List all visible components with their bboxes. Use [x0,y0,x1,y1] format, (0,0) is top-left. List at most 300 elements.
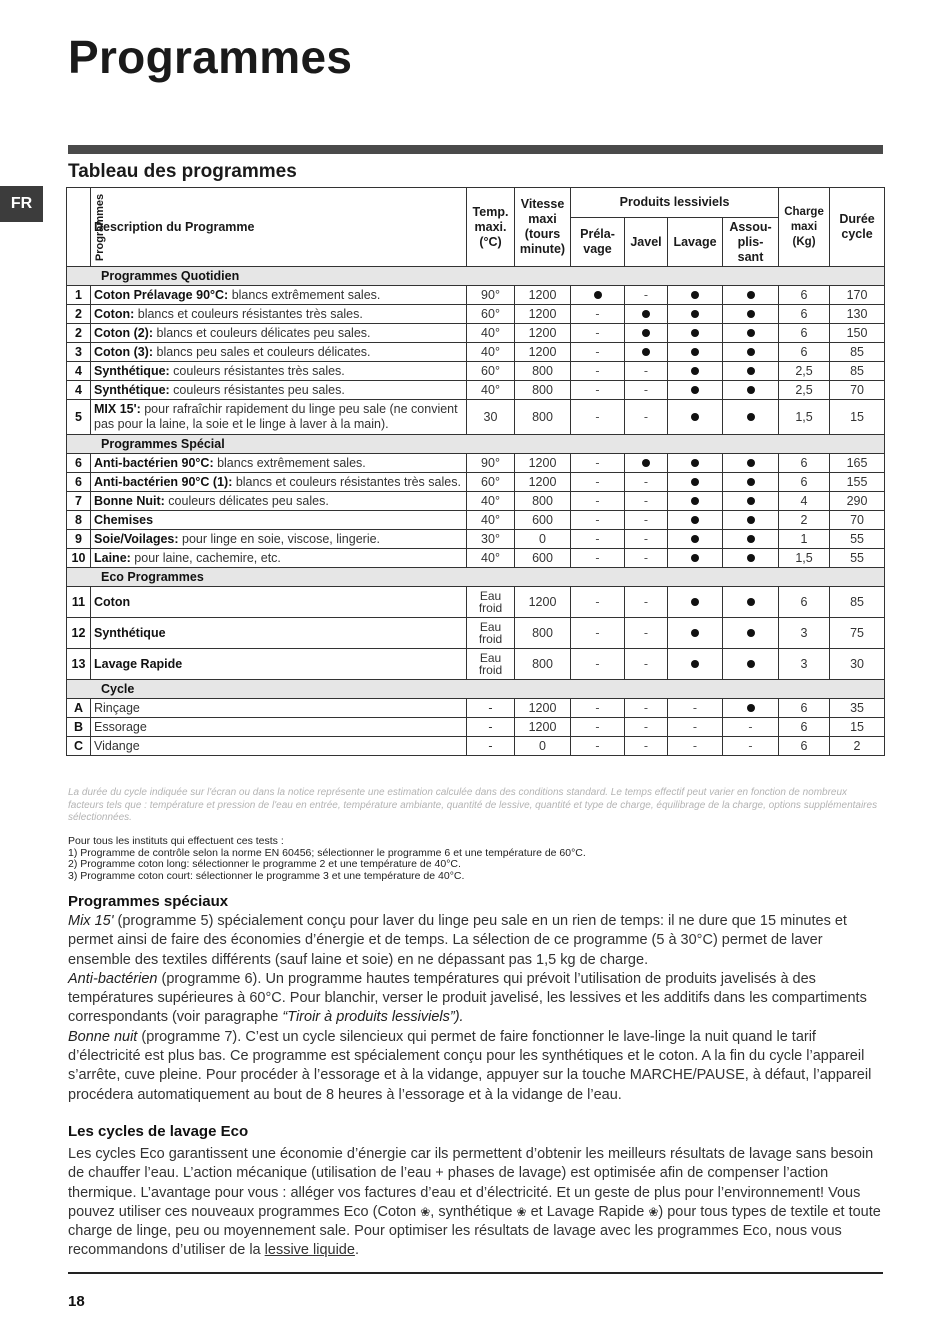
speed-cell: 1200 [515,324,571,343]
dash-mark: - [643,288,649,302]
speed-cell: 1200 [515,699,571,718]
header-speed: Vitesse maxi (tours minute) [515,188,571,267]
product-cell [571,473,625,492]
temp-cell: 40° [467,381,515,400]
program-name: Anti-bactérien 90°C: [94,455,214,470]
header-description: Description du Programme [91,188,467,267]
speed-cell: 600 [515,549,571,568]
dash-mark: - [643,475,649,489]
product-cell [668,737,723,756]
program-number: 11 [67,587,91,618]
table-row [67,286,885,305]
program-number: B [67,718,91,737]
dash-mark: - [595,720,600,734]
product-cell [625,618,668,649]
bullet-icon [691,291,699,299]
speed-cell: 1200 [515,343,571,362]
program-name: Coton (3): [94,344,154,359]
product-cell [571,324,625,343]
charge-cell: 6 [779,286,830,305]
bullet-icon [747,516,755,524]
product-cell [668,473,723,492]
program-number: 6 [67,454,91,473]
program-number: 6 [67,473,91,492]
program-detail: blancs extrêmement sales. [228,287,381,302]
header-programmes: Programmes [67,188,91,267]
dash-mark: - [643,720,649,734]
product-cell [625,362,668,381]
program-number: 1 [67,286,91,305]
header-temp: Temp. maxi. (°C) [467,188,515,267]
eco-text: . [354,1242,359,1259]
dash-mark: - [748,720,753,734]
dash-mark: - [595,345,600,359]
header-charge: Charge maxi (Kg) [779,188,830,267]
temp-cell: 90° [467,454,515,473]
program-description [91,737,467,756]
temp-cell: 40° [467,343,515,362]
table-row [67,362,885,381]
product-cell [668,511,723,530]
product-cell [668,381,723,400]
temp-cell: 60° [467,473,515,492]
bullet-icon [747,348,755,356]
product-cell [668,587,723,618]
program-number: 2 [67,324,91,343]
header-duree: Durée cycle [830,188,885,267]
program-description [91,618,467,649]
program-description [91,649,467,680]
program-detail: blancs et couleurs résistantes très sales. [134,306,363,321]
product-cell [723,530,779,549]
charge-cell: 6 [779,587,830,618]
product-cell [625,473,668,492]
eco-text: , synthétique [430,1203,517,1220]
bullet-icon [747,478,755,486]
header-lavage: Lavage [668,218,723,267]
program-description [91,400,467,435]
charge-cell: 2,5 [779,381,830,400]
dash-mark: - [595,456,600,470]
product-cell [723,511,779,530]
speed-cell: 1200 [515,454,571,473]
product-cell [723,649,779,680]
bullet-icon [691,329,699,337]
dash-mark: - [643,383,649,397]
product-cell [625,737,668,756]
product-cell [625,305,668,324]
eco-text: et Lavage Rapide [526,1203,649,1220]
product-cell [625,454,668,473]
dash-mark: - [595,551,600,565]
dash-mark: - [595,410,600,424]
dash-mark: - [643,513,649,527]
program-detail: blancs et couleurs délicates peu sales. [153,325,371,340]
dash-mark: - [595,739,600,753]
table-row [67,343,885,362]
dash-mark: - [595,475,600,489]
program-description [91,530,467,549]
bullet-icon [691,497,699,505]
product-cell [668,699,723,718]
page-number: 18 [68,1293,85,1310]
duration-cell: 75 [830,618,885,649]
bullet-icon [691,348,699,356]
bullet-icon [691,413,699,421]
program-description [91,549,467,568]
duration-cell: 85 [830,362,885,381]
product-cell [668,305,723,324]
program-detail: blancs peu sales et couleurs délicates. [153,344,371,359]
table-row [67,530,885,549]
group-header-row [67,680,885,699]
program-name: Bonne Nuit: [94,493,165,508]
bullet-icon [594,291,602,299]
test-item: 2) Programme coton long: sélectionner le programme 2 et une température de 40°C. [68,858,461,870]
program-number: 10 [67,549,91,568]
program-name: Laine: [94,550,131,565]
bullet-icon [747,554,755,562]
temp-cell [467,587,515,618]
program-number: 12 [67,618,91,649]
bottom-rule [68,1272,883,1274]
product-cell [723,362,779,381]
temp-cell [467,649,515,680]
duration-cell: 165 [830,454,885,473]
program-detail: couleurs délicates peu sales. [164,493,329,508]
dash-mark: - [643,595,649,609]
product-cell [668,454,723,473]
program-name: Chemises [94,512,154,527]
dash-mark: - [643,626,649,640]
program-number: 2 [67,305,91,324]
bullet-icon [642,459,650,467]
product-cell [571,305,625,324]
speed-cell: 1200 [515,473,571,492]
header-assouplissant: Assou- plis- sant [723,218,779,267]
anti-text: (programme 6). Un programme hautes températures qui prévoit l’utilisation de produits javelisés à des températures supérieures à 60°C. Pour blanchir, verser le produit javelisé, les lessives et les additifs dans les compartiments correspondants (voir paragraphe [68,970,867,1026]
nuit-text: (programme 7). C’est un cycle silencieux qui permet de faire fonctionner le lave-linge la nuit quand le tarif d’électricité est plus bas. Ce programme est spécialement conçu pour les synthétiques et le coton. A la fin du cycle l’appareil s’arrête, cuve pleine. Pour procéder à l’essorage et à la vidange, appuyer sur la touche MARCHE/PAUSE, à défaut, l’appareil procédera automatiquement au bout de 8 heures à l’essorage et à la vidange de l’eau. [68,1028,872,1103]
product-cell [668,618,723,649]
program-detail: couleurs résistantes peu sales. [169,382,345,397]
duration-cell: 85 [830,587,885,618]
product-cell [668,530,723,549]
dash-mark: - [595,383,600,397]
duration-cell: 290 [830,492,885,511]
group-label: Programmes Spécial [67,435,885,454]
product-cell [668,286,723,305]
product-cell [571,649,625,680]
temp-cell: - [467,737,515,756]
temp-cell: 40° [467,511,515,530]
product-cell [571,549,625,568]
speed-cell: 0 [515,530,571,549]
bullet-icon [691,660,699,668]
group-header-row [67,267,885,286]
charge-cell: 3 [779,649,830,680]
program-detail: blancs et couleurs résistantes très sales. [232,474,461,489]
product-cell [668,400,723,435]
bullet-icon [691,478,699,486]
bullet-icon [747,629,755,637]
program-name: Lavage Rapide [94,656,183,671]
product-cell [723,454,779,473]
charge-cell: 1,5 [779,549,830,568]
program-detail: couleurs résistantes très sales. [169,363,345,378]
temp-value: Eau froid [478,619,503,646]
charge-cell: 1 [779,530,830,549]
tests-intro: Pour tous les instituts qui effectuent ces tests : [68,835,284,847]
anti-name: Anti-bactérien [68,970,158,987]
program-description [91,587,467,618]
table-row [67,473,885,492]
bullet-icon [691,516,699,524]
test-item: 1) Programme de contrôle selon la norme EN 60456; sélectionner le programme 6 et une température de 60°C. [68,846,586,859]
product-cell [668,343,723,362]
product-cell [723,492,779,511]
product-cell [571,587,625,618]
programmes-table [66,187,885,756]
dash-mark: - [643,494,649,508]
duration-cell: 130 [830,305,885,324]
product-cell [571,511,625,530]
group-label: Eco Programmes [67,568,885,587]
product-cell [668,492,723,511]
product-cell [668,649,723,680]
duration-cell: 70 [830,511,885,530]
table-row [67,324,885,343]
duration-cell: 55 [830,549,885,568]
product-cell [625,324,668,343]
mix-text: (programme 5) spécialement conçu pour laver du linge peu sale en un rien de temps: il ne dure que 15 minutes et permet ainsi de faire des économies d’énergie et de temps. La sélection de ce programme (5 à 30°C) permet de laver ensemble des textiles différents (sauf laine et soie) en ne dépassant pas 1,5 kg de charge. [68,913,847,968]
mix-name: Mix 15' [68,913,114,929]
bullet-icon [691,367,699,375]
program-name: Synthétique: [94,363,170,378]
program-number: A [67,699,91,718]
dash-mark: - [595,701,600,715]
charge-cell: 6 [779,473,830,492]
program-number: 4 [67,362,91,381]
temp-cell: 60° [467,305,515,324]
duration-cell: 15 [830,400,885,435]
eco-paragraph [68,1145,883,1261]
program-name: Anti-bactérien 90°C (1): [94,474,233,489]
eco-text: Les cycles Eco garantissent une économie d’énergie car ils permettent d’obtenir les meilleurs résultats de lavage sans besoin de chauffer l’eau. L’action mécanique (utilisation de l’eau + phases de lavage) est optimisée afin de compenser l’action thermique. L’avantage pour vous : alléger vos factures d’eau et d’électricité. Et un geste de plus pour l’environnement! Vous pouvez utiliser ces nouveaux programmes Eco (Coton [68,1146,874,1220]
nuit-name: Bonne nuit [68,1028,138,1045]
duration-cell: 150 [830,324,885,343]
product-cell [723,381,779,400]
dash-mark: - [643,701,649,715]
table-row [67,587,885,618]
program-description [91,381,467,400]
duration-cell: 30 [830,649,885,680]
leaf-icon: ❀ [516,1204,527,1219]
group-header-row [67,435,885,454]
leaf-icon: ❀ [420,1204,431,1219]
bullet-icon [747,329,755,337]
temp-cell [467,618,515,649]
liquid-detergent-link[interactable]: lessive liquide [264,1242,355,1259]
charge-cell: 6 [779,454,830,473]
anti-ref: “Tiroir à produits lessiviels”). [282,1009,464,1026]
bullet-icon [691,535,699,543]
product-cell [571,699,625,718]
bullet-icon [691,386,699,394]
temp-cell: 60° [467,362,515,381]
product-cell [723,737,779,756]
dash-mark: - [595,364,600,378]
program-description [91,511,467,530]
table-body [67,267,885,756]
charge-cell: 3 [779,618,830,649]
duration-note: La durée du cycle indiquée sur l'écran ou dans la notice représente une estimation calculée dans des conditions standard. Le temps effectif peut varier en fonction de nombreux facteurs tels que : température et pression de l'eau en entrée, température ambiante, quantité de lessive, quantité et type de charge, équilibrage de la charge, options supplémentaires sélectionnées. [68,787,878,823]
product-cell [571,286,625,305]
product-cell [723,286,779,305]
program-number: C [67,737,91,756]
product-cell [723,718,779,737]
eco-title: Les cycles de lavage Eco [68,1123,249,1140]
program-name: Coton: [94,306,135,321]
dash-mark: - [643,532,649,546]
header-javel: Javel [625,218,668,267]
table-row [67,492,885,511]
duration-cell: 35 [830,699,885,718]
program-detail: Vidange [94,738,140,753]
dash-mark: - [595,326,600,340]
speed-cell: 800 [515,649,571,680]
temp-cell: 30 [467,400,515,435]
product-cell [625,381,668,400]
dash-mark: - [595,626,600,640]
bullet-icon [747,535,755,543]
dash-mark: - [643,657,649,671]
charge-cell: 6 [779,718,830,737]
tests-note [68,836,883,882]
program-name: Coton Prélavage 90°C: [94,287,229,302]
dash-mark: - [748,739,753,753]
program-name: Synthétique [94,625,166,640]
dash-mark: - [595,494,600,508]
program-number: 9 [67,530,91,549]
charge-cell: 2,5 [779,362,830,381]
dash-mark: - [595,657,600,671]
temp-cell: 40° [467,492,515,511]
duration-cell: 55 [830,530,885,549]
product-cell [625,286,668,305]
bullet-icon [691,310,699,318]
temp-cell: 40° [467,549,515,568]
product-cell [723,587,779,618]
product-cell [723,549,779,568]
program-name: Synthétique: [94,382,170,397]
product-cell [625,511,668,530]
special-title: Programmes spéciaux [68,893,229,910]
duration-cell: 70 [830,381,885,400]
eco-text: ) pour tous types de textile et toute charge de linge, peu ou moyennement sale. Pour optimiser les résultats de lavage avec les programmes Eco, nous vous recommandons d’utiliser de la [68,1203,881,1259]
title-rule [68,145,883,154]
speed-cell: 1200 [515,286,571,305]
program-description [91,454,467,473]
product-cell [625,343,668,362]
program-detail: Essorage [94,719,147,734]
group-label: Cycle [67,680,885,699]
table-row [67,305,885,324]
product-cell [625,530,668,549]
product-cell [571,454,625,473]
dash-mark: - [595,307,600,321]
charge-cell: 6 [779,324,830,343]
bullet-icon [747,660,755,668]
speed-cell: 1200 [515,305,571,324]
program-detail: pour linge en soie, viscose, lingerie. [178,531,381,546]
table-row [67,381,885,400]
speed-cell: 800 [515,618,571,649]
header-prelavage: Préla- vage [571,218,625,267]
product-cell [723,618,779,649]
charge-cell: 6 [779,737,830,756]
program-description [91,324,467,343]
bullet-icon [691,459,699,467]
charge-cell: 1,5 [779,400,830,435]
temp-value: Eau froid [478,650,503,677]
product-cell [571,718,625,737]
product-cell [571,492,625,511]
temp-cell: - [467,699,515,718]
bullet-icon [747,386,755,394]
section-title: Tableau des programmes [68,161,297,182]
program-description [91,699,467,718]
product-cell [668,324,723,343]
product-cell [723,473,779,492]
program-number: 5 [67,400,91,435]
dash-mark: - [643,410,649,424]
product-cell [571,618,625,649]
bullet-icon [691,554,699,562]
table-row [67,400,885,435]
program-name: Coton [94,594,131,609]
bullet-icon [747,310,755,318]
charge-cell: 6 [779,343,830,362]
product-cell [571,400,625,435]
bullet-icon [642,348,650,356]
program-description [91,286,467,305]
dash-mark: - [643,739,649,753]
product-cell [571,343,625,362]
table-row [67,718,885,737]
test-item: 3) Programme coton court: sélectionner le programme 3 et une température de 40°C. [68,869,465,882]
product-cell [625,699,668,718]
product-cell [571,737,625,756]
charge-cell: 4 [779,492,830,511]
product-cell [571,381,625,400]
table-row [67,737,885,756]
program-description [91,362,467,381]
speed-cell: 800 [515,362,571,381]
temp-cell: 90° [467,286,515,305]
speed-cell: 800 [515,400,571,435]
dash-mark: - [692,701,698,715]
product-cell [625,549,668,568]
duration-cell: 155 [830,473,885,492]
speed-cell: 1200 [515,587,571,618]
program-description [91,718,467,737]
duration-cell: 170 [830,286,885,305]
temp-cell: 40° [467,324,515,343]
bullet-icon [747,598,755,606]
dash-mark: - [643,551,649,565]
language-tab: FR [0,186,43,222]
group-header-row [67,568,885,587]
